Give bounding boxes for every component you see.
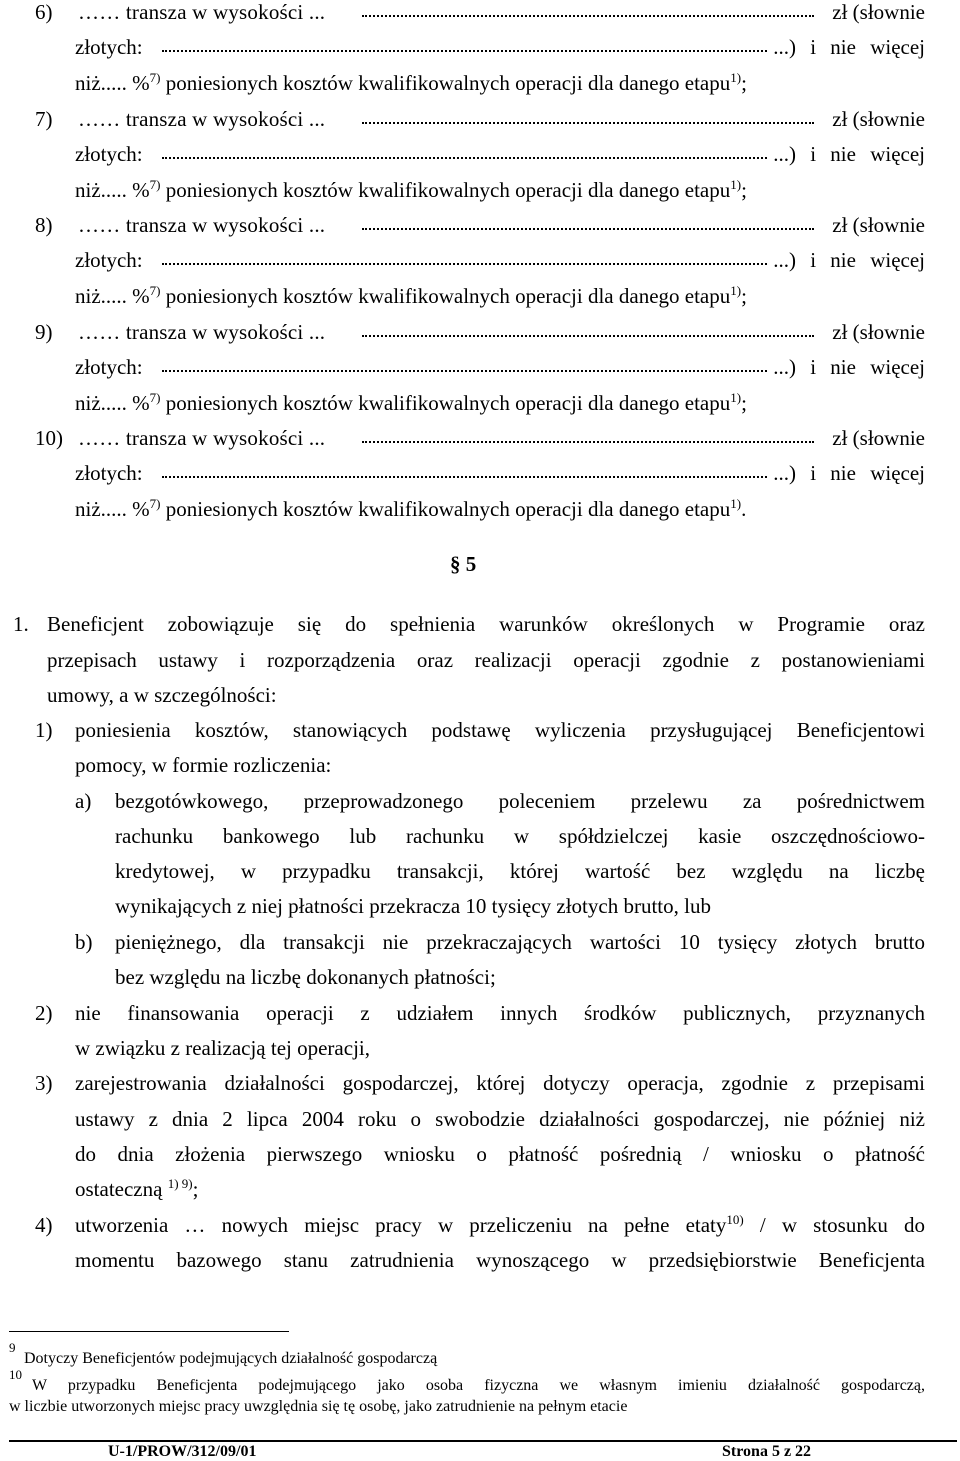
tranche-leader	[362, 335, 814, 337]
paragraph-line: przepisach ustawy i rozporządzenia oraz realizacji operacji zgodnie z postanowieniami	[47, 648, 925, 672]
tranche-leader	[162, 370, 767, 372]
item-line: ustawy z dnia 2 lipca 2004 roku o swobodzie działalności gospodarczej, nie później niż	[75, 1107, 925, 1131]
subitem-line: wynikających z niej płatności przekracza 10 tysięcy złotych brutto, lub	[115, 894, 711, 918]
document-code: U-1/PROW/312/09/01	[108, 1443, 257, 1460]
tranche-amount: …… transza w wysokości ...	[78, 107, 326, 131]
footnote-mark: 10	[9, 1367, 22, 1382]
tranche-number: 7)	[35, 107, 53, 131]
item-number: 2)	[35, 1001, 53, 1025]
tranche-leader	[162, 50, 767, 52]
tranche-line2-end: ...) i nie więcej	[773, 142, 925, 166]
tranche-line3: niż..... %$^{7)}$ poniesionych kosztów kwalifikowalnych operacji dla danego etapu$^{1)}$;	[75, 390, 747, 415]
tranche-number: 8)	[35, 213, 53, 237]
subitem-letter: a)	[75, 789, 92, 813]
tranche-words-label: zł (słownie	[832, 0, 925, 24]
tranche-words-label: zł (słownie	[832, 320, 925, 344]
tranche-line2-end: ...) i nie więcej	[773, 248, 925, 272]
item-line: nie finansowania operacji z udziałem innych środków publicznych, przyznanych	[75, 1001, 925, 1025]
footnote-text: W przypadku Beneficjenta podejmującego jako osoba fizyczna we własnym imieniu działalność gospodarczą,	[32, 1377, 925, 1394]
tranche-line2-end: ...) i nie więcej	[773, 355, 925, 379]
item-line: poniesienia kosztów, stanowiących podstawę wyliczenia przysługującej Beneficjentowi	[75, 718, 925, 742]
footnote-divider	[9, 1331, 289, 1332]
tranche-line2-label: złotych:	[75, 248, 143, 272]
subitem-letter: b)	[75, 930, 93, 954]
item-line: momentu bazowego stanu zatrudnienia wynoszącego w przedsiębiorstwie Beneficjenta	[75, 1248, 925, 1272]
tranche-line2-label: złotych:	[75, 35, 143, 59]
item-line: zarejestrowania działalności gospodarczej, której dotyczy operacja, zgodnie z przepisami	[75, 1071, 925, 1095]
tranche-words-label: zł (słownie	[832, 426, 925, 450]
tranche-words-label: zł (słownie	[832, 107, 925, 131]
paragraph-line: umowy, a w szczególności:	[47, 683, 277, 707]
footnote-mark: 9	[9, 1340, 16, 1355]
tranche-number: 6)	[35, 0, 53, 24]
item-line: do dnia złożenia pierwszego wniosku o płatność pośrednią / wniosku o płatność	[75, 1142, 925, 1166]
tranche-leader	[362, 15, 814, 17]
tranche-number: 9)	[35, 320, 53, 344]
tranche-line3: niż..... %$^{7)}$ poniesionych kosztów kwalifikowalnych operacji dla danego etapu$^{1)}$;	[75, 70, 747, 95]
tranche-line2-label: złotych:	[75, 461, 143, 485]
tranche-leader	[162, 476, 767, 478]
tranche-line2-label: złotych:	[75, 142, 143, 166]
item-number: 4)	[35, 1213, 53, 1237]
footer-divider	[9, 1440, 957, 1442]
item-line: w związku z realizacją tej operacji,	[75, 1036, 370, 1060]
section-heading: § 5	[450, 552, 477, 576]
item-number: 3)	[35, 1071, 53, 1095]
tranche-line3: niż..... %$^{7)}$ poniesionych kosztów kwalifikowalnych operacji dla danego etapu$^{1)}$;	[75, 177, 747, 202]
item-line: utworzenia … nowych miejsc pracy w przeliczeniu na pełne etaty$^{10)}$ / w stosunku do	[75, 1212, 925, 1237]
footnote-text: Dotyczy Beneficjentów podejmujących działalność gospodarczą	[24, 1350, 438, 1367]
subitem-line: rachunku bankowego lub rachunku w spółdzielczej kasie oszczędnościowo-	[115, 824, 925, 848]
item-number: 1)	[35, 718, 53, 742]
item-line: pomocy, w formie rozliczenia:	[75, 753, 332, 777]
footnote-text: w liczbie utworzonych miejsc pracy uwzględnia się tę osobę, jako zatrudnienie na pełnym etacie	[9, 1398, 628, 1415]
tranche-line2-end: ...) i nie więcej	[773, 461, 925, 485]
tranche-line3: niż..... %$^{7)}$ poniesionych kosztów kwalifikowalnych operacji dla danego etapu$^{1)}$.	[75, 496, 747, 521]
tranche-number: 10)	[35, 426, 63, 450]
paragraph-line: Beneficjent zobowiązuje się do spełnienia warunków określonych w Programie oraz	[47, 612, 925, 636]
tranche-leader	[362, 441, 814, 443]
tranche-leader	[162, 157, 767, 159]
tranche-amount: …… transza w wysokości ...	[78, 0, 326, 24]
tranche-amount: …… transza w wysokości ...	[78, 426, 326, 450]
item-line: ostateczną $^{1) 9)}$;	[75, 1176, 199, 1201]
subitem-line: bez względu na liczbę dokonanych płatności;	[115, 965, 496, 989]
subitem-line: bezgotówkowego, przeprowadzonego poleceniem przelewu za pośrednictwem	[115, 789, 925, 813]
tranche-amount: …… transza w wysokości ...	[78, 320, 326, 344]
paragraph-number: 1.	[13, 612, 29, 636]
tranche-line3: niż..... %$^{7)}$ poniesionych kosztów kwalifikowalnych operacji dla danego etapu$^{1)}$;	[75, 283, 747, 308]
tranche-line2-label: złotych:	[75, 355, 143, 379]
tranche-leader	[162, 263, 767, 265]
subitem-line: kredytowej, w przypadku transakcji, której wartość bez względu na liczbę	[115, 859, 925, 883]
page-number: Strona 5 z 22	[722, 1443, 812, 1460]
tranche-amount: …… transza w wysokości ...	[78, 213, 326, 237]
tranche-leader	[362, 228, 814, 230]
subitem-line: pieniężnego, dla transakcji nie przekraczających wartości 10 tysięcy złotych brutto	[115, 930, 925, 954]
tranche-line2-end: ...) i nie więcej	[773, 35, 925, 59]
tranche-words-label: zł (słownie	[832, 213, 925, 237]
tranche-leader	[362, 122, 814, 124]
